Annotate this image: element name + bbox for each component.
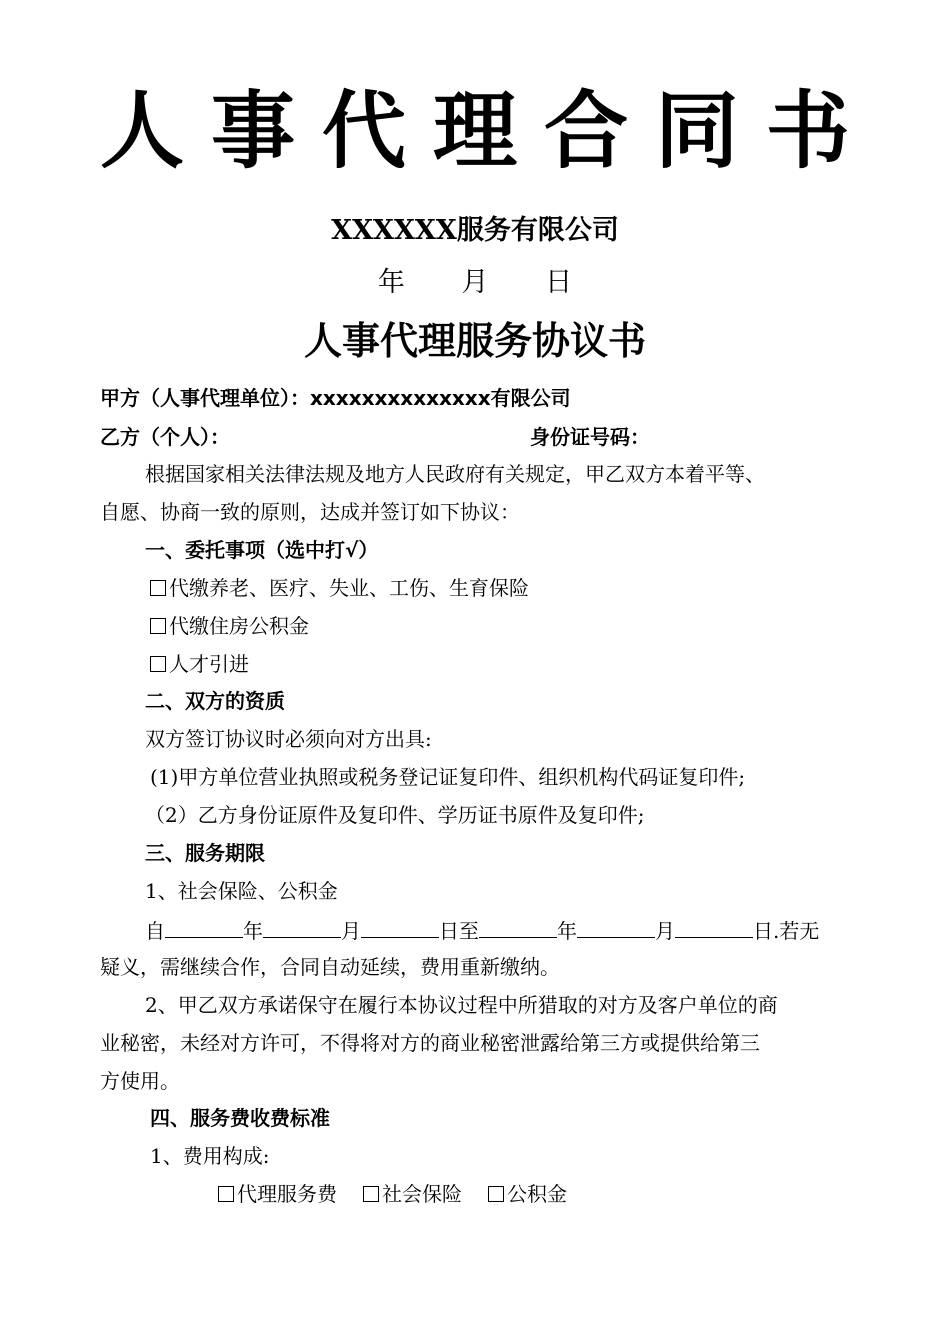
secrecy-line-2: 业秘密，未经对方许可，不得将对方的商业秘密泄露给第三方或提供给第三 bbox=[100, 1031, 760, 1055]
company-name: XXXXXX服务有限公司 bbox=[331, 215, 619, 246]
section1-item bbox=[150, 574, 529, 602]
end-year-blank[interactable] bbox=[479, 915, 557, 938]
section4-heading: 四、服务费收费标准 bbox=[150, 1106, 330, 1130]
checkbox-icon[interactable] bbox=[150, 580, 166, 596]
start-year-blank[interactable] bbox=[165, 915, 243, 938]
section1-item-label: 代缴住房公积金 bbox=[169, 614, 309, 638]
start-day-blank[interactable] bbox=[361, 915, 439, 938]
section2-item-2: （2）乙方身份证原件及复印件、学历证书原件及复印件; bbox=[145, 803, 645, 827]
main-title-char: 书 bbox=[765, 82, 850, 180]
period-from: 自 bbox=[145, 919, 165, 943]
party-a-label: 甲方（人事代理单位）： bbox=[100, 386, 310, 410]
checkbox-icon[interactable] bbox=[363, 1186, 379, 1202]
period-month-2: 月 bbox=[655, 919, 675, 943]
main-title-char: 理 bbox=[432, 82, 517, 180]
main-title-char: 合 bbox=[543, 82, 628, 180]
checkbox-icon[interactable] bbox=[150, 656, 166, 672]
section2-lead: 双方签订协议时必须向对方出具: bbox=[145, 727, 432, 751]
period-month-1: 月 bbox=[341, 919, 361, 943]
start-month-blank[interactable] bbox=[263, 915, 341, 938]
intro-line-2: 自愿、协商一致的原则，达成并签订如下协议： bbox=[100, 500, 520, 524]
section3-heading: 三、服务期限 bbox=[145, 841, 265, 865]
period-day-to: 日至 bbox=[439, 919, 479, 943]
sub-title: 人事代理服务协议书 bbox=[303, 319, 646, 363]
section1-item bbox=[150, 650, 249, 678]
id-number-label: 身份证号码： bbox=[530, 425, 650, 449]
fee-option-label: 公积金 bbox=[507, 1182, 567, 1206]
checkbox-icon[interactable] bbox=[488, 1186, 504, 1202]
party-a-line bbox=[100, 384, 571, 412]
section2-heading: 二、双方的资质 bbox=[145, 689, 285, 713]
service-period-line-2: 疑义，需继续合作，合同自动延续，费用重新缴纳。 bbox=[100, 955, 560, 979]
main-title-char: 事 bbox=[210, 82, 295, 180]
date-month: 月 bbox=[461, 267, 489, 298]
section1-heading: 一、委托事项（选中打√） bbox=[145, 538, 379, 562]
secrecy-line-1: 2、甲乙双方承诺保守在履行本协议过程中所猎取的对方及客户单位的商 bbox=[145, 993, 778, 1017]
fee-option-label: 社会保险 bbox=[382, 1182, 462, 1206]
section1-item-label: 代缴养老、医疗、失业、工伤、生育保险 bbox=[169, 576, 529, 600]
section3-sub-1: 1、社会保险、公积金 bbox=[145, 879, 338, 903]
end-month-blank[interactable] bbox=[577, 915, 655, 938]
section4-sub-1: 1、费用构成: bbox=[150, 1144, 270, 1168]
intro-line-1: 根据国家相关法律法规及地方人民政府有关规定，甲乙双方本着平等、 bbox=[145, 462, 765, 486]
party-a-value: xxxxxxxxxxxxxx有限公司 bbox=[310, 386, 571, 410]
fee-options bbox=[218, 1180, 567, 1208]
end-day-blank[interactable] bbox=[675, 915, 753, 938]
main-title-char: 同 bbox=[654, 82, 739, 180]
section1-item-label: 人才引进 bbox=[169, 652, 249, 676]
period-year-1: 年 bbox=[243, 919, 263, 943]
section2-item-1: (1)甲方单位营业执照或税务登记证复印件、组织机构代码证复印件; bbox=[150, 765, 746, 789]
secrecy-line-3: 方使用。 bbox=[100, 1069, 180, 1093]
checkbox-icon[interactable] bbox=[150, 618, 166, 634]
date-year: 年 bbox=[377, 267, 405, 298]
fee-option-label: 代理服务费 bbox=[237, 1182, 337, 1206]
section1-item bbox=[150, 612, 309, 640]
service-period-line bbox=[145, 915, 819, 945]
date-line bbox=[0, 265, 950, 301]
period-tail: 日.若无 bbox=[753, 919, 820, 943]
main-title-char: 人 bbox=[100, 82, 185, 180]
main-title-char: 代 bbox=[321, 82, 406, 180]
party-b-label: 乙方（个人）： bbox=[100, 425, 230, 449]
checkbox-icon[interactable] bbox=[218, 1186, 234, 1202]
period-year-2: 年 bbox=[557, 919, 577, 943]
date-day: 日 bbox=[545, 267, 573, 298]
main-title bbox=[100, 82, 850, 180]
